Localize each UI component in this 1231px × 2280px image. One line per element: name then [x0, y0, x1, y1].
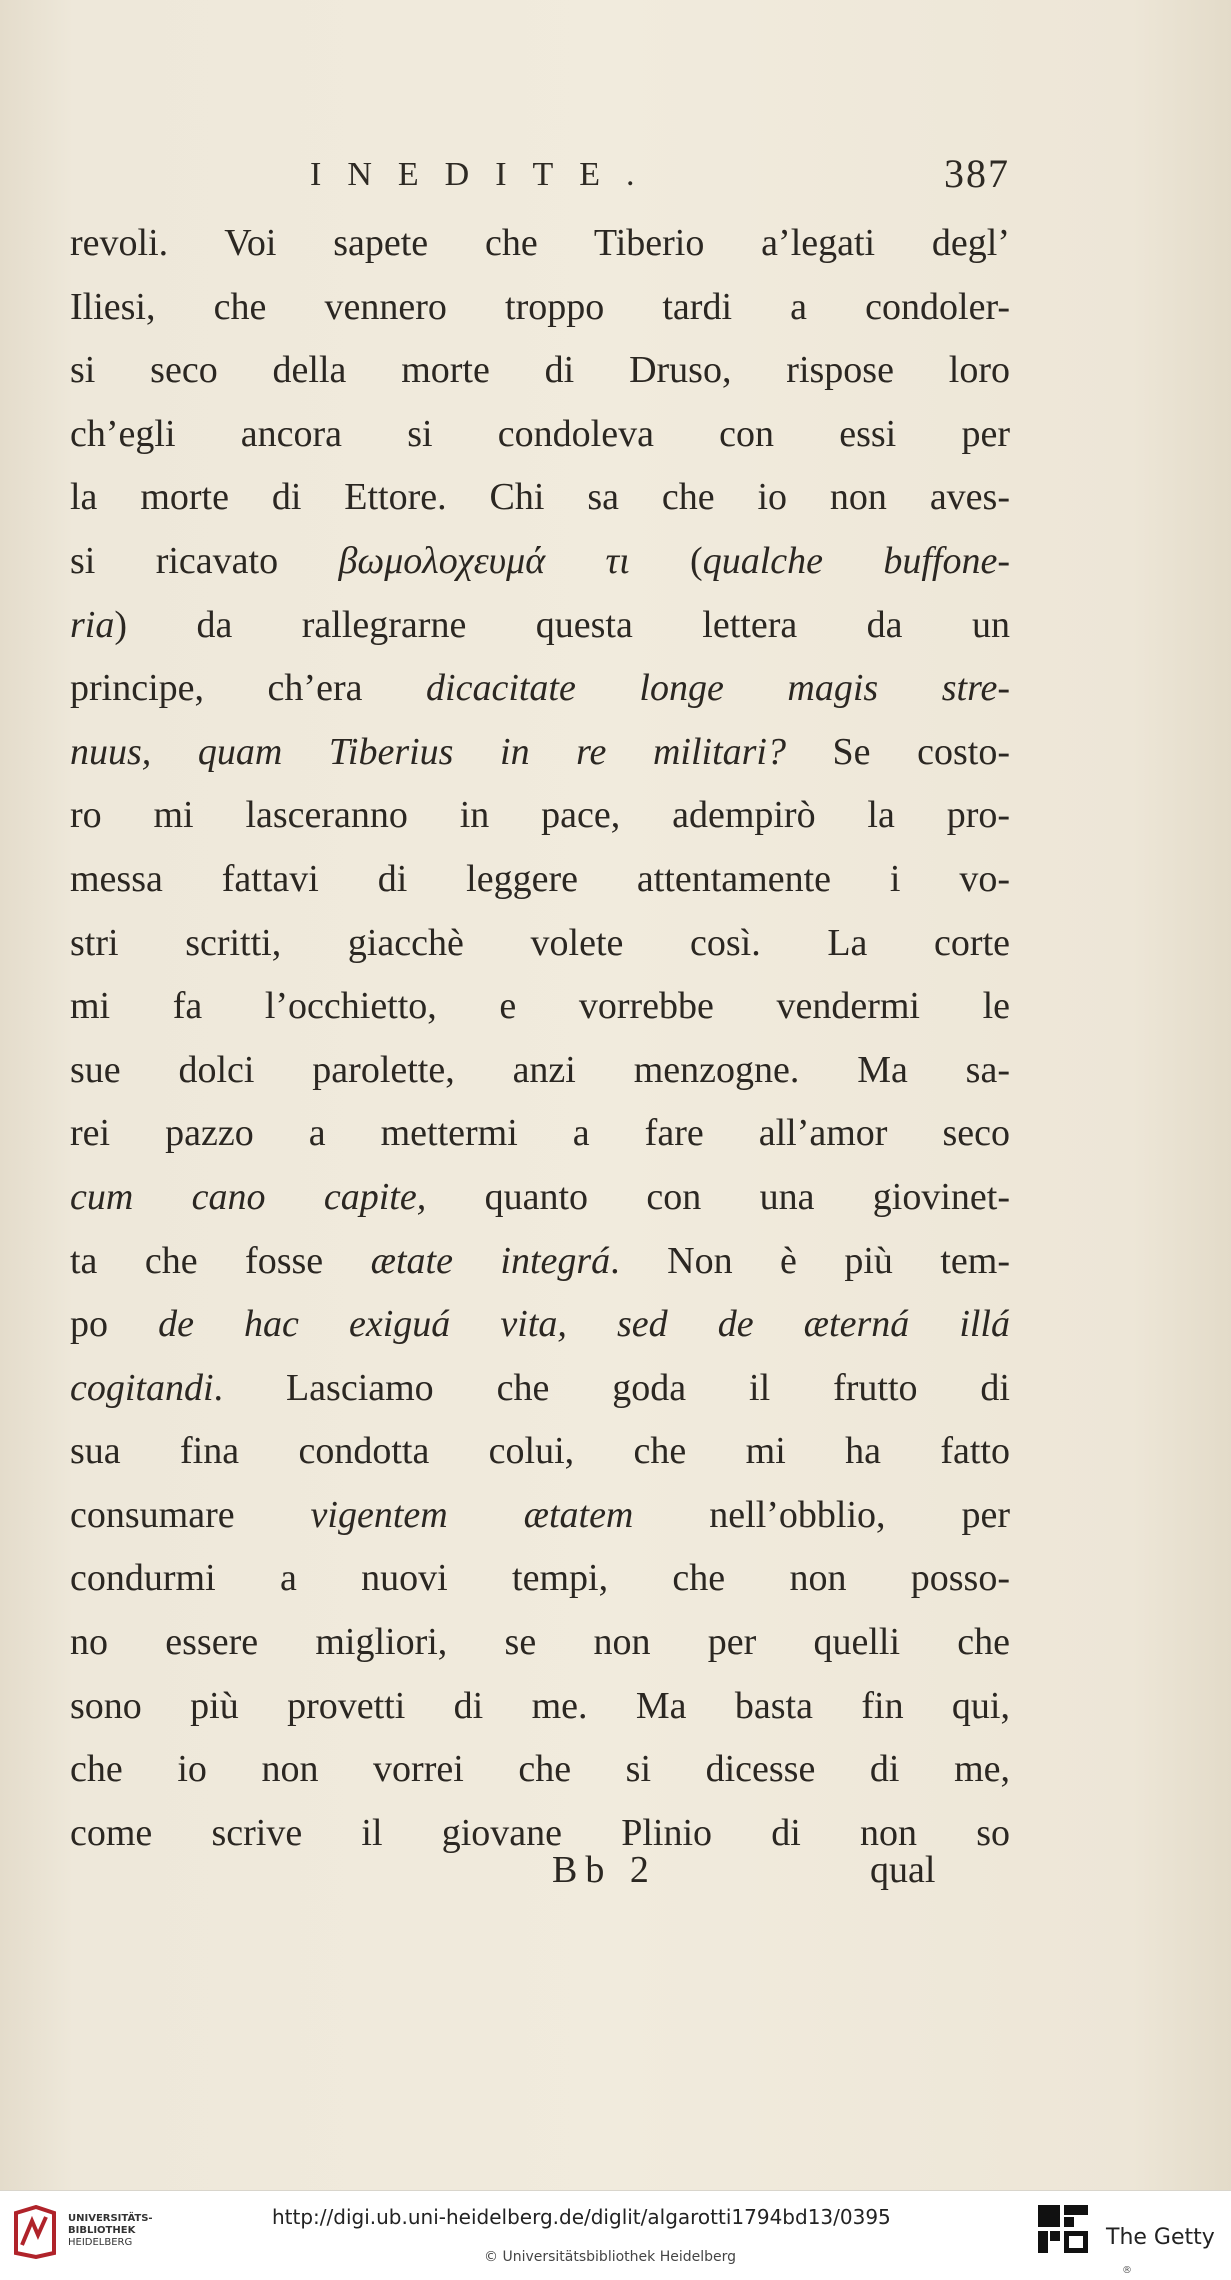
text-line: [70, 1611, 1010, 1675]
text-segment: nell’obblio, per: [633, 1493, 1010, 1536]
italic-segment: dicacitate longe magis stre-: [426, 667, 1010, 710]
institution-line-2: BIBLIOTHEK: [68, 2225, 136, 2236]
running-title: INEDITE.: [310, 156, 661, 193]
text-line: [70, 1547, 1010, 1611]
italic-segment: de hac exiguá vita, sed de æterná illá: [158, 1303, 1010, 1346]
italic-segment: βωμολοχευμά τι: [338, 539, 630, 582]
text-line: [70, 1675, 1010, 1739]
text-segment: . Lasciamo che goda il frutto di: [213, 1366, 1010, 1409]
text-segment: . Non è più tem-: [610, 1239, 1010, 1282]
signature-mark: Bb 2: [552, 1849, 657, 1891]
italic-segment: qualche buffone-: [702, 539, 1010, 582]
registered-mark: ®: [1122, 2265, 1132, 2276]
ub-heidelberg-logo-icon: [12, 2205, 58, 2259]
page-number: 387: [944, 151, 1010, 196]
text-line: [70, 657, 1010, 721]
text-segment: ta che fosse: [70, 1239, 371, 1282]
text-segment: rei pazzo a mettermi a fare all’amor seco: [70, 1112, 1010, 1155]
text-segment: messa fattavi di leggere attentamente i vo-: [70, 857, 1010, 900]
text-line: [70, 212, 1010, 276]
page-header: [70, 150, 1010, 200]
text-segment: ) da rallegrarne questa lettera da un: [114, 603, 1010, 646]
institution-name: [68, 2213, 153, 2249]
text-line: [70, 1230, 1010, 1294]
text-line: [70, 1484, 1010, 1548]
text-segment: Se costo-: [785, 730, 1010, 773]
text-segment: condurmi a nuovi tempi, che non posso-: [70, 1557, 1010, 1600]
text-segment: stri scritti, giacchè volete così. La corte: [70, 921, 1010, 964]
text-line: [70, 1102, 1010, 1166]
institution-line-3: HEIDELBERG: [68, 2237, 133, 2248]
page-footer: [70, 1848, 1010, 1908]
text-line: [70, 975, 1010, 1039]
italic-segment: ætate integrá: [370, 1239, 611, 1282]
text-line: [70, 1293, 1010, 1357]
text-line: [70, 721, 1010, 785]
body-text: [70, 212, 1010, 1865]
copyright-notice: © Universitätsbibliothek Heidelberg: [484, 2249, 737, 2265]
italic-segment: cogitandi: [70, 1366, 214, 1409]
text-segment: ro mi lasceranno in pace, adempirò la pro-: [70, 794, 1010, 837]
text-segment: sua fina condotta colui, che mi ha fatto: [70, 1430, 1010, 1473]
text-line: [70, 1738, 1010, 1802]
text-line: [70, 466, 1010, 530]
text-segment: (: [629, 539, 703, 582]
italic-segment: ria: [70, 603, 115, 646]
text-segment: Iliesi, che vennero troppo tardi a condoler-: [70, 285, 1010, 328]
text-segment: che io non vorrei che si dicesse di me,: [70, 1748, 1010, 1791]
text-segment: consumare: [70, 1493, 311, 1536]
text-line: [70, 1166, 1010, 1230]
text-line: [70, 848, 1010, 912]
italic-segment: nuus, quam Tiberius in re militari?: [70, 730, 786, 773]
text-line: [70, 1039, 1010, 1103]
text-segment: come scrive il giovane Plinio di non so: [70, 1811, 1010, 1854]
text-line: [70, 784, 1010, 848]
getty-logo[interactable]: [1036, 2203, 1090, 2265]
text-segment: revoli. Voi sapete che Tiberio a’legati degl’: [70, 222, 1010, 264]
text-segment: ch’egli ancora si condoleva con essi per: [70, 412, 1010, 455]
italic-segment: cum cano capite,: [70, 1175, 427, 1218]
text-line: [70, 1420, 1010, 1484]
viewer-footer-bar: [0, 2190, 1231, 2280]
text-segment: po: [70, 1303, 159, 1346]
text-segment: la morte di Ettore. Chi sa che io non aves-: [70, 476, 1010, 519]
text-segment: quanto con una giovinet-: [426, 1175, 1010, 1218]
text-line: [70, 403, 1010, 467]
permalink-url[interactable]: http://digi.ub.uni-heidelberg.de/diglit/algarotti1794bd13/0395: [272, 2205, 891, 2229]
text-line: [70, 594, 1010, 658]
text-segment: si ricavato: [70, 539, 339, 582]
catchword: qual: [870, 1849, 936, 1891]
text-segment: principe, ch’era: [70, 667, 427, 710]
university-library-logo[interactable]: [12, 2205, 162, 2265]
getty-logo-icon: [1036, 2203, 1090, 2265]
text-segment: no essere migliori, se non per quelli che: [70, 1621, 1010, 1664]
italic-segment: vigentem ætatem: [310, 1493, 634, 1536]
text-line: [70, 276, 1010, 340]
partner-name: The Getty: [1106, 2225, 1215, 2250]
text-line: [70, 339, 1010, 403]
text-segment: sono più provetti di me. Ma basta fin qui,: [70, 1684, 1010, 1727]
text-segment: sue dolci parolette, anzi menzogne. Ma sa-: [70, 1048, 1010, 1091]
institution-line-1: UNIVERSITÄTS-: [68, 2213, 153, 2224]
text-line: [70, 530, 1010, 594]
text-line: [70, 1357, 1010, 1421]
text-segment: si seco della morte di Druso, rispose loro: [70, 349, 1010, 392]
text-segment: mi fa l’occhietto, e vorrebbe vendermi le: [70, 985, 1010, 1028]
text-line: [70, 912, 1010, 976]
